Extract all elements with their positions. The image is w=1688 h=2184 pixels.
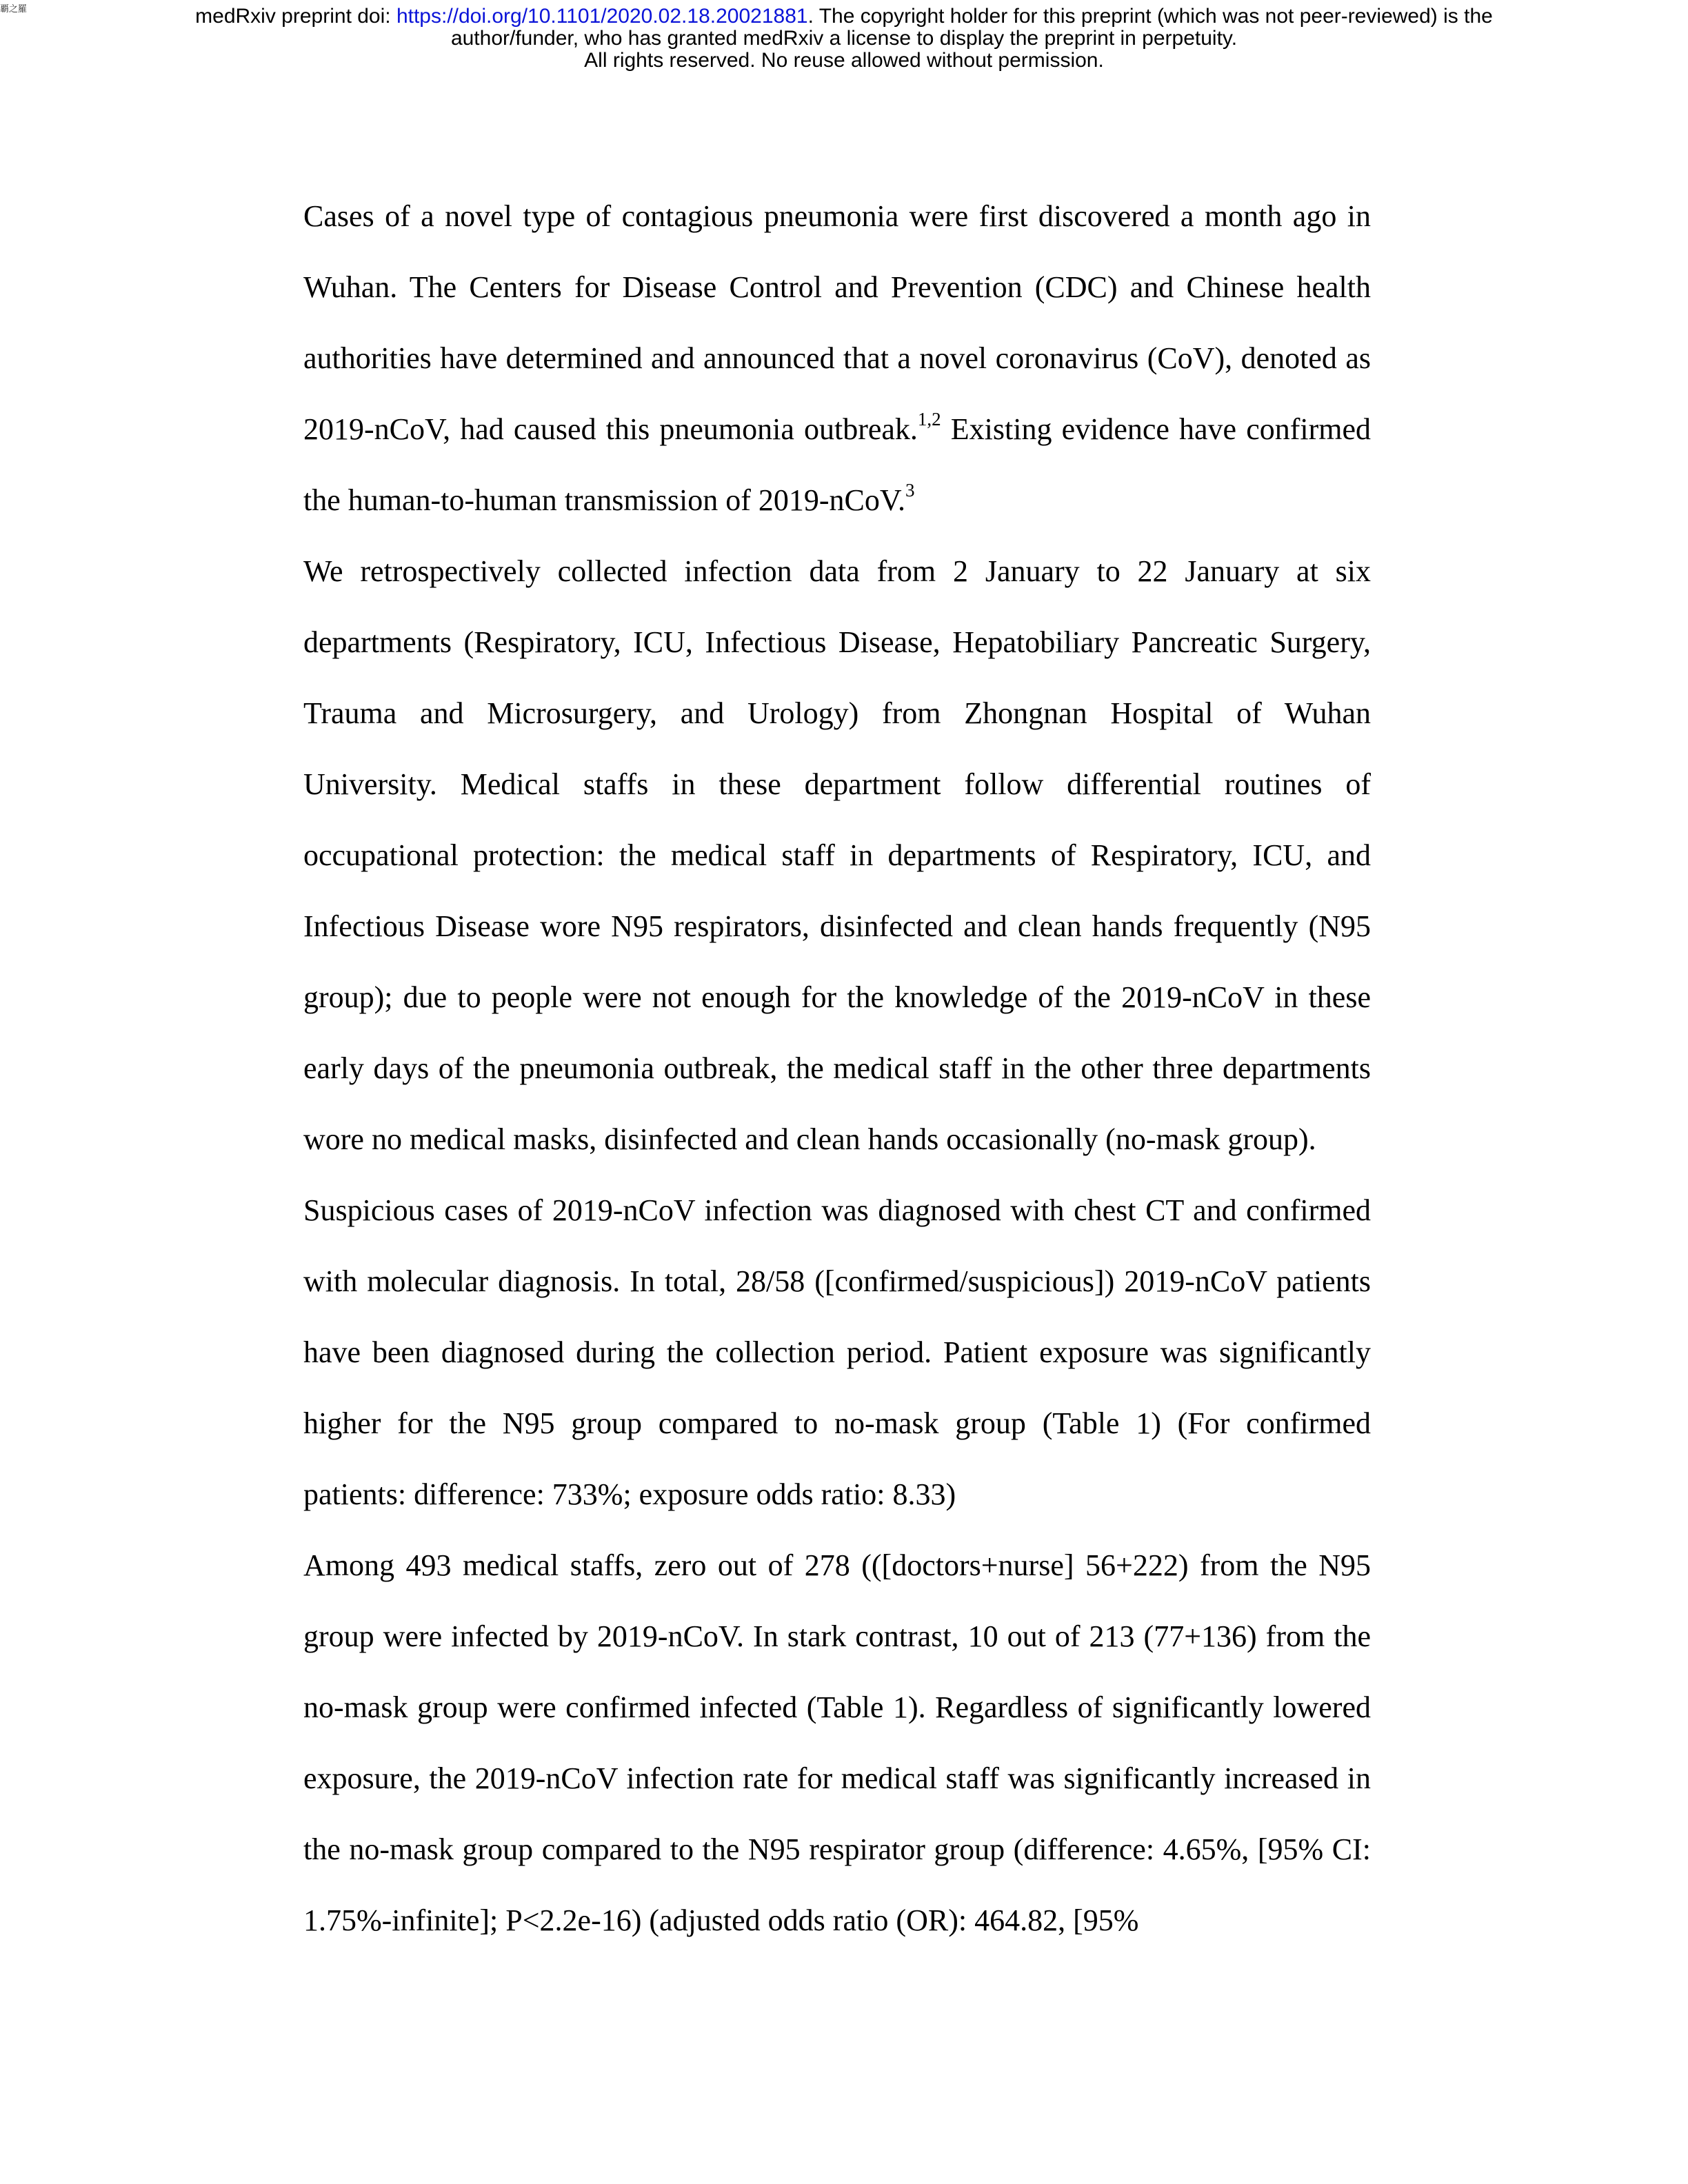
intro-text: Cases of a novel type of contagious pneumonia were first discovered a month ago in Wuhan. The Centers for Disease Control and Prevention (CDC) and Chinese health authorities have determined and announced that a novel coronavirus (CoV), denoted as 2019-nCoV, had caused this pneumonia outbreak. — [303, 199, 1371, 446]
main-text — [303, 181, 1371, 1956]
intro-text-2: Existing evidence have confirmed the human-to-human transmission of 2019-nCoV. — [303, 412, 1372, 517]
header-line-1 — [0, 6, 1688, 28]
paragraph-intro — [303, 181, 1371, 536]
reference-1-2: 1,2 — [917, 409, 941, 429]
header-prefix: medRxiv preprint doi: — [195, 5, 396, 28]
header-line-2: author/funder, who has granted medRxiv a license to display the preprint in perpetuity. — [450, 27, 1238, 50]
header-suffix: . The copyright holder for this preprint (which was not peer-reviewed) is the — [807, 5, 1493, 28]
doi-link[interactable]: https://doi.org/10.1101/2020.02.18.20021881 — [396, 5, 808, 28]
paragraph-results: Among 493 medical staffs, zero out of 278 (([doctors+nurse] 56+222) from the N95 group were infected by 2019-nCoV. In stark contrast, 10 out of 213 (77+136) from the no-mask group were confirmed infected (Table 1). Regardless of significantly lowered exposure, the 2019-nCoV infection rate for medical staff was significantly increased in the no-mask group compared to the N95 respirator group (difference: 4.65%, [95% CI: 1.75%-infinite]; P<2.2e-16) (adjusted odds ratio (OR): 464.82, [95% — [303, 1548, 1371, 1937]
reference-3: 3 — [905, 480, 915, 501]
paragraph-diagnosis: Suspicious cases of 2019-nCoV infection was diagnosed with chest CT and confirmed with molecular diagnosis. In total, 28/58 ([confirmed/suspicious]) 2019-nCoV patients have been diagnosed during the collection period. Patient exposure was significantly higher for the N95 group compared to no-mask group (Table 1) (For confirmed patients: difference: 733%; exposure odds ratio: 8.33) — [303, 1193, 1371, 1511]
preprint-header — [0, 6, 1688, 72]
paragraph-methods: We retrospectively collected infection data from 2 January to 22 January at six departments (Respiratory, ICU, Infectious Disease, Hepatobiliary Pancreatic Surgery, Trauma and Microsurgery, and Urology) from Zhongnan Hospital of Wuhan University. Medical staffs in these department follow differential routines of occupational protection: the medical staff in departments of Respiratory, ICU, and Infectious Disease wore N95 respirators, disinfected and clean hands frequently (N95 group); due to people were not enough for the knowledge of the 2019-nCoV in these early days of the pneumonia outbreak, the medical staff in the other three departments wore no medical masks, disinfected and clean hands occasionally (no-mask group). — [303, 554, 1371, 1156]
corner-mark: 覇之羅 — [0, 4, 28, 14]
header-line-3: All rights reserved. No reuse allowed without permission. — [584, 49, 1104, 72]
